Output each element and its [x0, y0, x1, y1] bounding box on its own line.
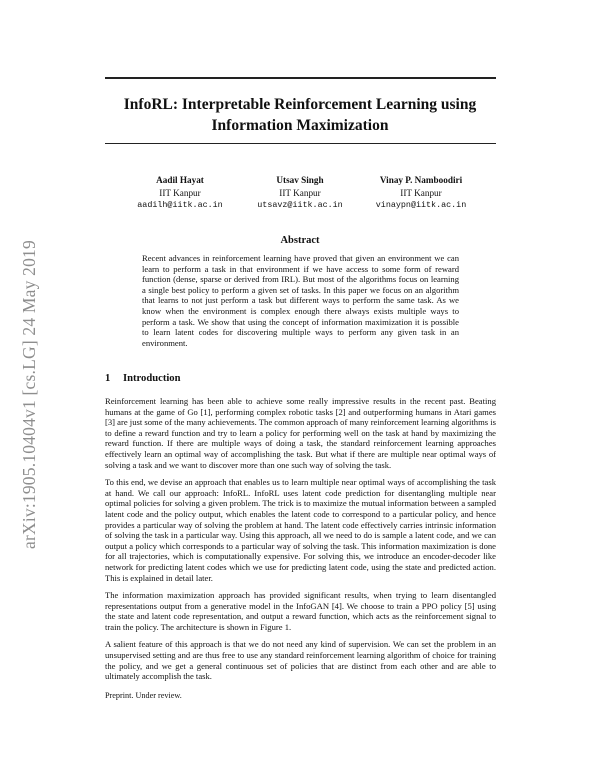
title-top-rule	[105, 77, 496, 79]
author-block-3	[346, 174, 496, 212]
body-paragraph: The information maximization approach has provided significant results, when trying to learn disentangled representations output from a generative model in the InfoGAN [4]. We choose to train a PPO policy [5] using the state and latent code representation, and output a reward function, which acts as the reinforcement signal to train the policy. The architecture is shown in Figure 1.	[105, 590, 496, 632]
author-name: Vinay P. Namboodiri	[379, 175, 463, 185]
body-paragraph: A salient feature of this approach is that we do not need any kind of supervision. We can set the problem in an unsupervised setting and are thus free to use any standard reinforcement learning algorithm of choice for training the policy, and we get a general continuous set of policies that are distinct from each other and are able to ultimately accomplish the task.	[105, 639, 496, 682]
preprint-footer: Preprint. Under review.	[105, 691, 182, 700]
section-heading	[105, 373, 496, 384]
author-affiliation: IIT Kanpur	[400, 187, 442, 198]
author-email[interactable]: vinaypn@iitk.ac.in	[375, 200, 467, 210]
author-email[interactable]: utsavz@iitk.ac.in	[257, 200, 343, 210]
section-number: 1	[105, 373, 111, 384]
arxiv-stamp: arXiv:1905.10404v1 [cs.LG] 24 May 2019	[19, 240, 39, 549]
author-name: Aadil Hayat	[156, 175, 204, 185]
author-affiliation: IIT Kanpur	[159, 187, 201, 198]
body-paragraph: To this end, we devise an approach that enables us to learn multiple near optimal ways of accomplishing the task at hand. We call our approach: InfoRL. InfoRL uses latent code prediction for disentangling multiple near optimal policies for solving a given problem. The trick is to maximize the mutual information between a sampled latent code and the policy output, which enables the latent code to correspond to a particular policy, and hence provides a particular way of solving the problem at hand. The latent code effectively carries intrinsic information of solving the task in a particular way. Using this approach, all we need to do is sample a latent code, and we can output a policy which corresponds to a particular way of solving the task. This information maximization is done for all trajectories, which is computationally expensive. For solving this, we introduce an encoder-decoder like network for predicting latent codes which we use for predicting latent code, using the state and predicted action. This is explained in detail later.	[105, 477, 496, 583]
author-name: Utsav Singh	[276, 175, 324, 185]
section-title: Introduction	[123, 373, 181, 384]
body-paragraph: Reinforcement learning has been able to achieve some really impressive results in the recent past. Beating humans at the game of Go [1], performing complex robotic tasks [2] and outperforming humans in Atari games [3] are just some of the many achievements. The common approach of many reinforcement learning algorithms is to define a reward function and try to learn a policy for performing well on the task at hand by maximizing the reward function. If there are multiple ways of doing a task, the standard reinforcement learning approaches effectively learn an optimal way of accomplishing the task. But what if there are multiple near optimal ways of solving a task and we want to discover more than one such way of solving the task.	[105, 396, 496, 470]
paper-title: InfoRL: Interpretable Reinforcement Learning using Information Maximization	[123, 96, 477, 134]
abstract-heading: Abstract	[280, 235, 320, 246]
section-body	[105, 396, 496, 689]
author-email[interactable]: aadilh@iitk.ac.in	[137, 200, 223, 210]
author-affiliation: IIT Kanpur	[279, 187, 321, 198]
title-bottom-rule	[105, 143, 496, 144]
abstract-text: Recent advances in reinforcement learning have proved that given an environment we can learn to perform a task in that environment if we have access to some form of reward function (dense, sparse or derived from IRL). But most of the algorithms focus on learning a single best policy to perform a given set of tasks. In this paper we focus on an algorithm that learns to not just perform a task but different ways to perform the same task. As we know when the environment is complex enough there always exists multiple ways to perform a task. We show that using the concept of information maximization it is possible to learn latent codes for discovering multiple ways to perform any given task in an environment.	[142, 253, 459, 348]
